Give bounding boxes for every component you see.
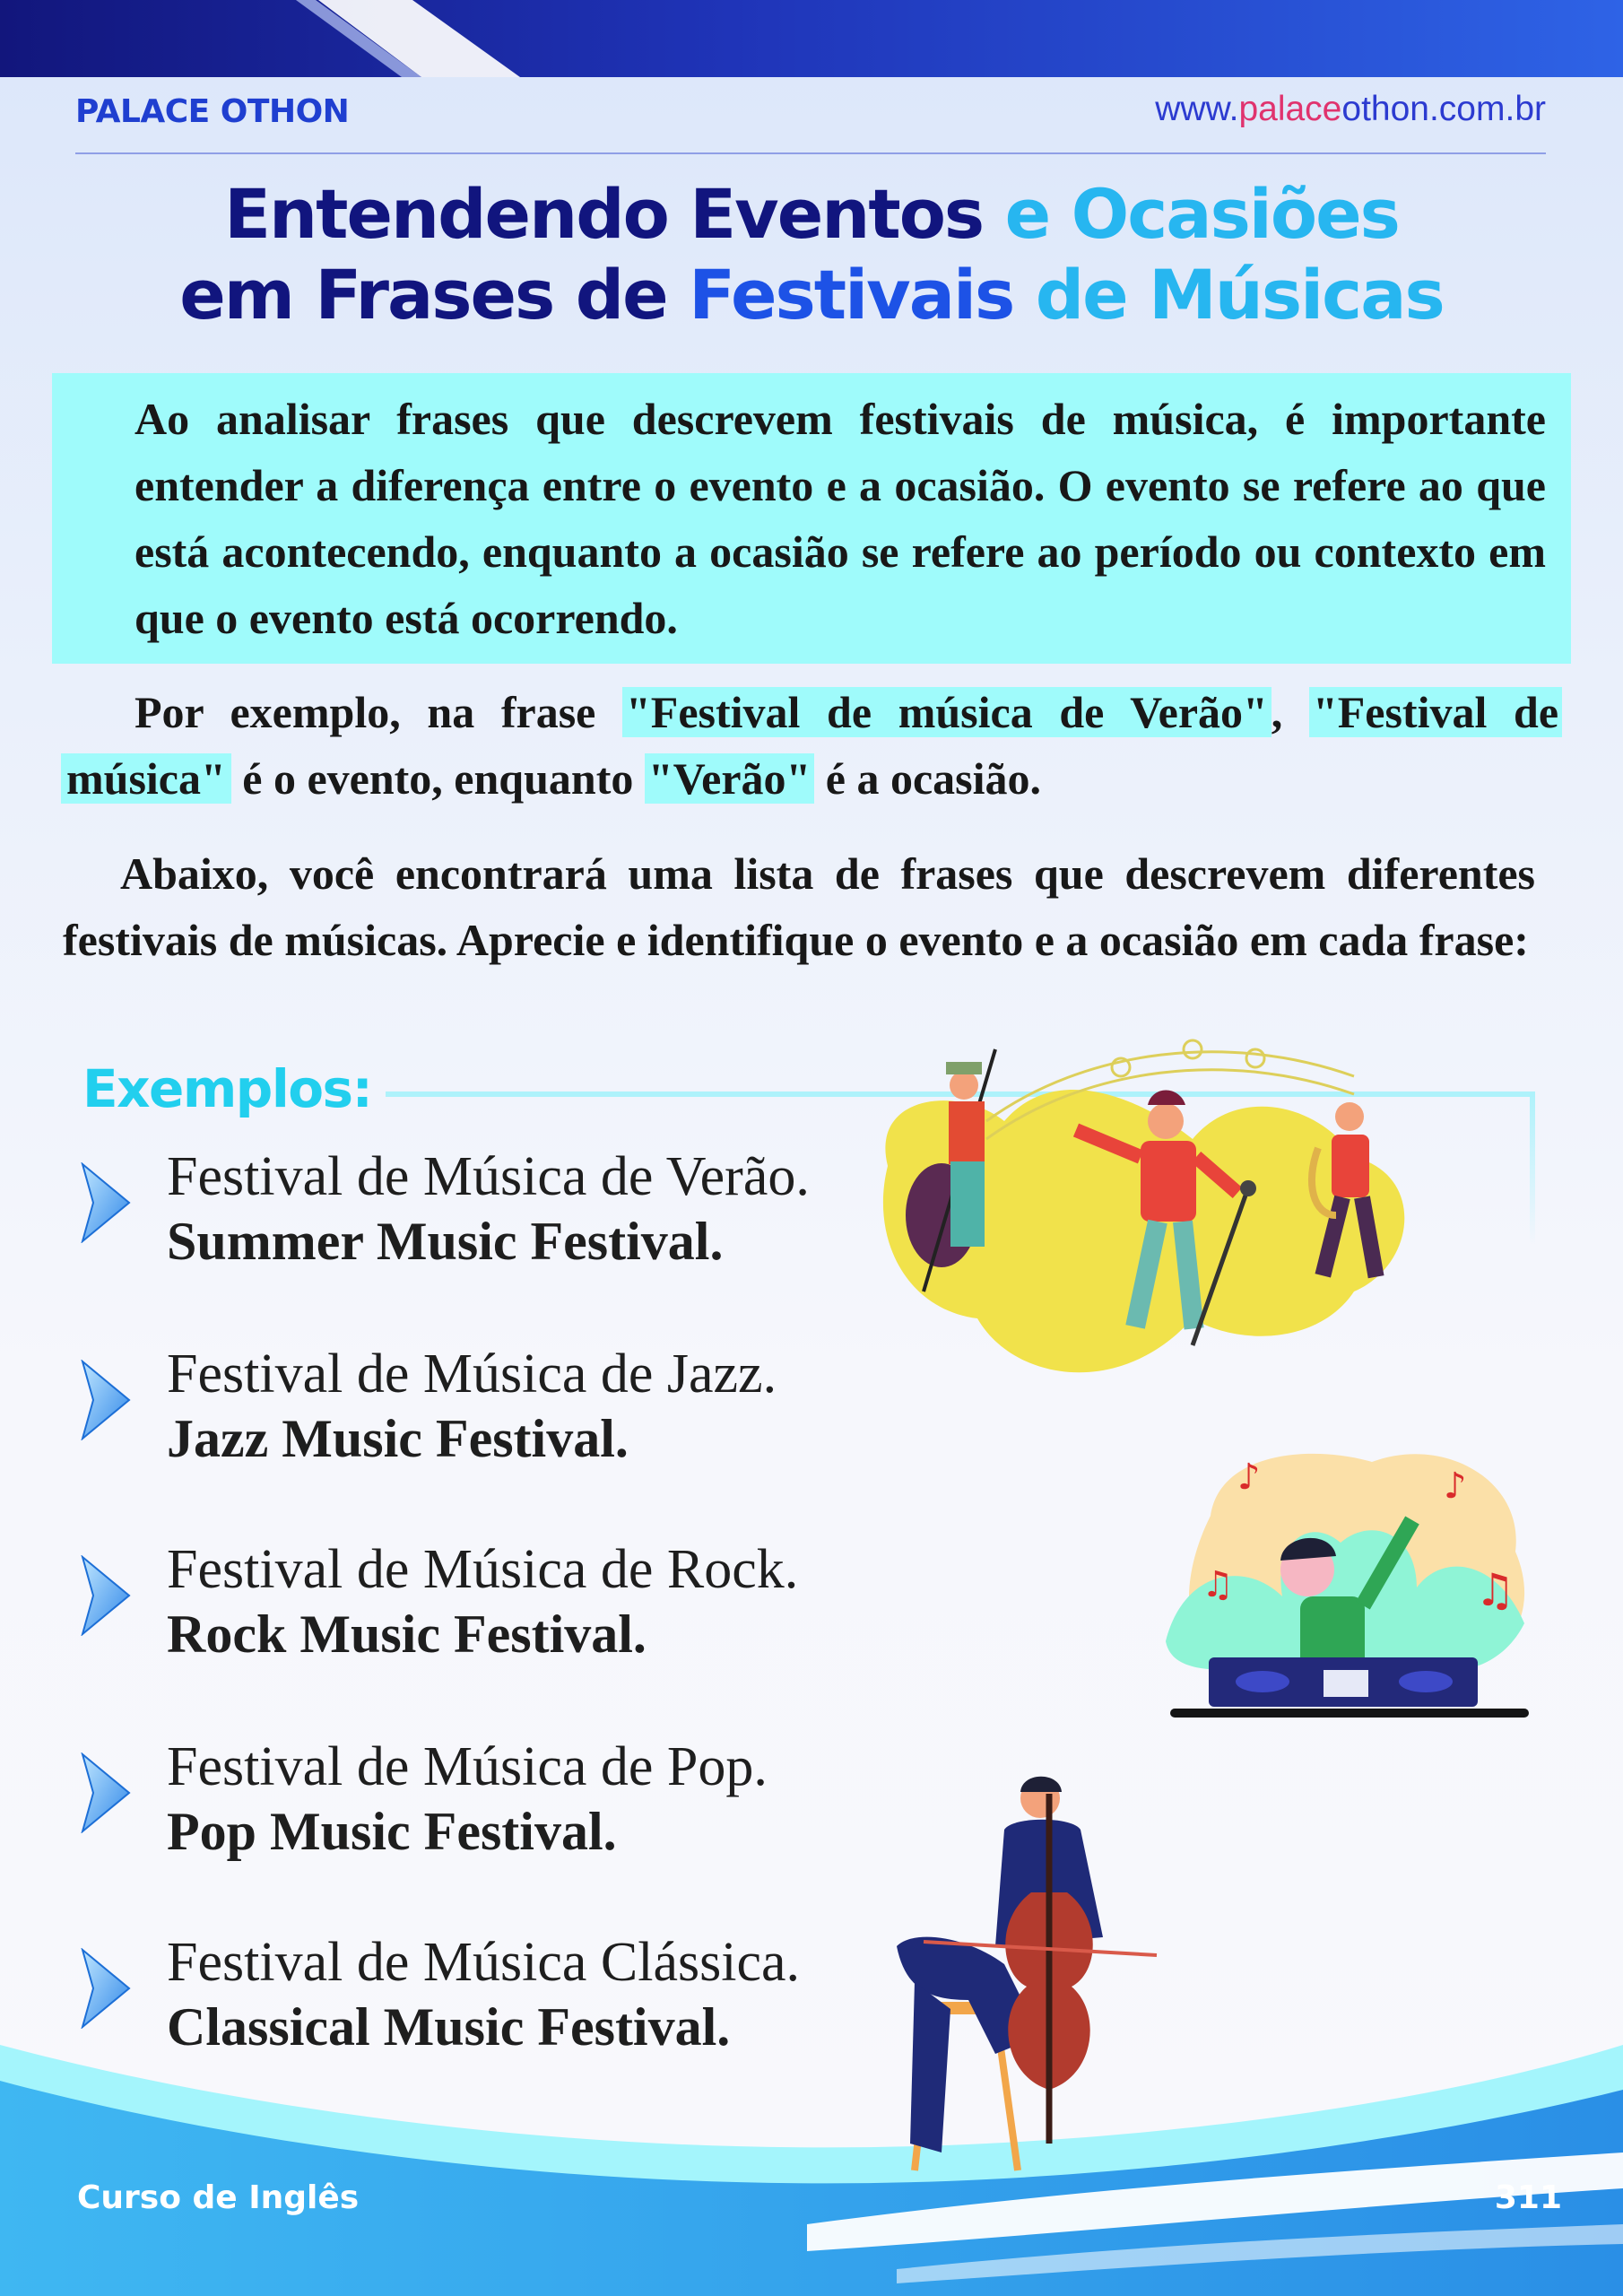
svg-text:♫: ♫ [1202,1564,1234,1605]
highlight-event: música" [61,753,231,804]
list-item [79,1144,886,1279]
arrow-bullet-icon [79,1555,133,1636]
example-portuguese: Festival de Música de Rock. [167,1539,799,1600]
intro-paragraph: Ao analisar frases que descrevem festivais de música, é importante entender a diferença entre o evento e a ocasião. O evento se refere ao que está acontecendo, enquanto a ocasião se refere ao período ou contexto em que o evento está ocorrendo. [135,394,1546,643]
example-portuguese: Festival de Música Clássica. [167,1932,800,1993]
highlight-occasion: "Verão" [645,753,814,804]
arrow-bullet-icon [79,1948,133,2029]
musicians-band-illustration [852,1022,1444,1417]
svg-text:♫: ♫ [1475,1564,1515,1616]
example-text: é a ocasião. [825,753,1042,804]
website-suffix: othon.com.br [1341,90,1546,128]
highlight-event: "Festival de [1309,687,1562,737]
website-url[interactable] [1155,90,1546,129]
example-portuguese: Festival de Música de Pop. [167,1736,768,1797]
svg-text:♪: ♪ [1237,1457,1261,1498]
website-mid: palace [1238,90,1342,128]
title-part: e Ocasiões [1004,174,1399,254]
list-item [79,1930,886,2065]
title-part: Entendendo Eventos [224,174,984,254]
example-text: , [1271,687,1283,737]
list-item [79,1735,886,1869]
highlight-event-phrase: "Festival de música de Verão" [622,687,1271,737]
example-paragraph [63,679,1562,812]
example-text: é o evento, enquanto [242,753,634,804]
arrow-bullet-icon [79,1752,133,1833]
page-title-line1 [0,173,1623,256]
examples-frame-line [1530,1091,1535,1244]
title-part: de Músicas [1035,255,1444,335]
website-prefix: www. [1155,90,1239,128]
top-banner [0,0,1623,81]
brand-name: PALACE OTHON [75,93,350,130]
example-portuguese: Festival de Música de Jazz. [167,1344,777,1405]
dj-illustration [1148,1435,1551,1767]
page-title-line2 [0,254,1623,336]
course-name: Curso de Inglês [77,2179,360,2216]
arrow-bullet-icon [79,1162,133,1243]
example-english: Summer Music Festival. [167,1212,724,1271]
example-portuguese: Festival de Música de Verão. [167,1146,810,1207]
svg-text:♪: ♪ [1444,1465,1467,1507]
list-item [79,1342,886,1476]
example-english: Classical Music Festival. [167,1997,731,2057]
list-item [79,1537,886,1672]
cellist-illustration [861,1767,1175,2188]
arrow-bullet-icon [79,1360,133,1440]
title-part: em Frases de [179,255,667,335]
instruction-paragraph: Abaixo, você encontrará uma lista de frases que descrevem diferentes festivais de músicas. Aprecie e identifique o evento e a ocasião em cada frase: [63,848,1535,965]
page-number: 311 [1494,2179,1562,2216]
examples-heading: Exemplos: [82,1058,372,1119]
example-english: Rock Music Festival. [167,1605,647,1664]
header-divider [75,152,1546,154]
title-part: Festivais [689,255,1014,335]
intro-box [52,373,1571,664]
example-english: Jazz Music Festival. [167,1409,629,1468]
example-text: Por exemplo, na frase [135,687,596,737]
example-english: Pop Music Festival. [167,1802,617,1861]
